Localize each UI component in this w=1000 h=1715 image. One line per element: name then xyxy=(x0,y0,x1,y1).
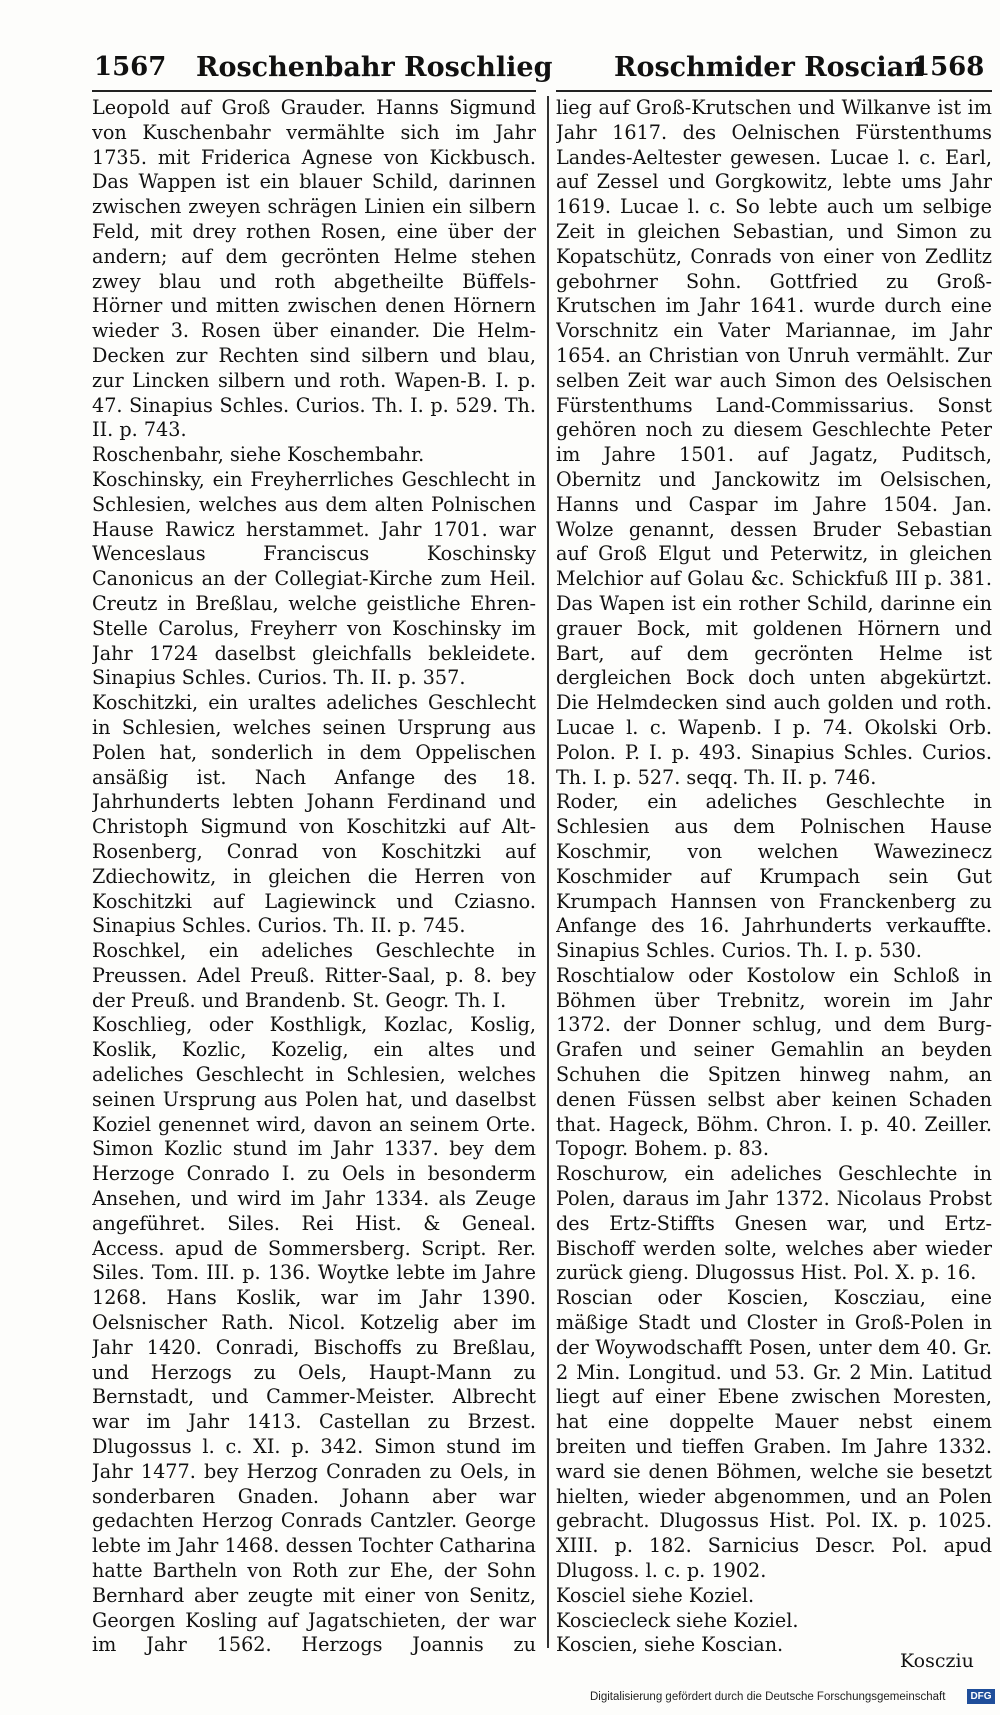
entry-paragraph: Roschenbahr, siehe Koschembahr. xyxy=(92,443,425,467)
entry-paragraph: Koschlieg, oder Kosthligk, Kozlac, Koslig, Koslik, Kozlic, Kozelig, ein altes und adeliches Geschlecht in Schlesien, welches seinen Ursprung aus Polen hat, und daselbst Koziel genennet wird, davon an seinem Orte. Simon Kozlic stund im Jahr 1337. bey dem Herzoge Conrado I. zu Oels in besonderm Ansehen, und wird im Jahr 1334. als Zeuge angeführet. Siles. Rei Hist. & Geneal. Access. apud de Sommersberg. Script. Rer. Siles. Tom. III. p. 136. Woytke lebte im Jahre 1268. Hans Koslik, war im Jahr 1390. Oelsnischer Rath. Nicol. Kotzelig aber im Jahr 1420. Conradi, Bischoffs zu Breßlau, und Herzogs zu Oels, Haupt-Mann zu Bernstadt, und Cammer-Meister. Albrecht war im Jahr 1413. Castellan zu Brzest. Dlugossus l. c. XI. p. 342. Simon stund im Jahr 1477. bey Herzog Conraden zu Oels, in sonderbaren Gnaden. Johann aber war gedachten Herzog Conrads Cantzler. George lebte im Jahr 1468. dessen Tochter Catharina hatte Bartheln von Roth zur Ehe, der Sohn Bernhard aber zeugte mit einer von Senitz, Georgen Kosling auf Jagatschieten, der war im Jahr 1562. Herzogs Joannis zu xyxy=(92,1013,536,1656)
entry-paragraph: Koschinsky, ein Freyherrliches Geschlecht in Schlesien, welches aus dem alten Polnischen Hause Rawicz herstammet. Jahr 1701. war Wenceslaus Franciscus Koschinsky Canonicus an der Collegiat-Kirche zum Heil. Creutz in Breßlau, welche geistliche Ehren-Stelle Carolus, Freyherr von Koschinsky im Jahr 1724 daselbst gleichfalls bekleidete. Sinapius Schles. Curios. Th. II. p. 357. xyxy=(92,467,536,690)
left-running-title: Roschenbahr Roschlieg xyxy=(196,52,553,83)
right-running-title: Roschmider Roscian xyxy=(614,52,924,83)
entry-paragraph: Kosciel siehe Koziel. xyxy=(556,1583,755,1607)
digitization-credit: Digitalisierung gefördert durch die Deutsche Forschungsgemeinschaft xyxy=(590,1691,946,1703)
entry-paragraph: lieg auf Groß-Krutschen und Wilkanve ist im Jahr 1617. des Oelnischen Fürstenthums Landes-Aeltester gewesen. Lucae l. c. Earl, auf Zessel und Gorgkowitz, lebte ums Jahr 1619. Lucae l. c. So lebte auch um selbige Zeit in gleichen Sebastian, und Simon zu Kopatschütz, Conrads von einer von Zedlitz gebohrner Sohn. Gottfried zu Groß-Krutschen im Jahr 1641. wurde durch eine Vorschnitz ein Vater Mariannae, im Jahr 1654. an Christian von Unruh vermählt. Zur selben Zeit war auch Simon des Oelsischen Fürstenthums Land-Commissarius. Sonst gehören noch zu diesem Geschlechte Peter im Jahre 1501. auf Jagatz, Puditsch, Obernitz und Janckowitz im Oelsischen, Hanns und Caspar im Jahre 1504. Jan. Wolze genannt, dessen Bruder Sebastian auf Groß Elgut und Peterwitz, in gleichen Melchior auf Golau &c. Schickfuß III p. 381. Das Wapen ist ein rother Schild, darinne ein grauer Bock, mit goldenen Hörnern und Bart, auf dem gecrönten Helme ist dergleichen Bock doch unten abgekürtzt. Die Helmdecken sind auch golden und roth. Lucae l. c. Wapenb. I p. 74. Okolski Orb. Polon. P. I. p. 493. Sinapius Schles. Curios. Th. I. p. 527. seqq. Th. II. p. 746. xyxy=(556,96,992,789)
header-rule-left xyxy=(92,90,536,92)
right-page-number: 1568 xyxy=(912,52,985,82)
dfg-logo: DFG xyxy=(967,1689,995,1704)
left-column xyxy=(92,96,536,1656)
entry-paragraph: Koscien, siehe Koscian. xyxy=(556,1633,784,1656)
entry-paragraph: Koschitzki, ein uraltes adeliches Geschlecht in Schlesien, welches seinen Ursprung aus Polen hat, sonderlich in dem Oppelischen ansäßig ist. Nach Anfange des 18. Jahrhunderts lebten Johann Ferdinand und Christoph Sigmund von Koschitzki auf Alt-Rosenberg, Conrad von Koschitzki auf Zdiechowitz, in gleichen die Herren von Koschitzki auf Lagiewinck und Cziasno. Sinapius Schles. Curios. Th. II. p. 745. xyxy=(92,691,536,938)
entry-paragraph: Kosciecleck siehe Koziel. xyxy=(556,1608,799,1632)
entry-paragraph: Roschkel, ein adeliches Geschlechte in Preussen. Adel Preuß. Ritter-Saal, p. 8. bey der Preuß. und Brandenb. St. Geogr. Th. I. xyxy=(92,939,536,1012)
entry-paragraph: Roder, ein adeliches Geschlechte in Schlesien aus dem Polnischen Hause Koschmir, von welchen Wawezinecz Koschmider auf Krumpach sein Gut Krumpach Hannsen von Franckenberg zu Anfange des 16. Jahrhunderts verkauffte. Sinapius Schles. Curios. Th. I. p. 530. xyxy=(556,790,992,963)
entry-paragraph: Roscian oder Koscien, Koscziau, eine mäßige Stadt und Closter in Groß-Polen in der Woywodschafft Posen, unter dem 40. Gr. 2 Min. Longitud. und 53. Gr. 2 Min. Latitud liegt auf einer Ebene zwischen Moresten, hat eine doppelte Mauer nebst einem breiten und tieffen Graben. Im Jahre 1332. ward sie denen Böhmen, welche sie besetzt hielten, wieder abgenommen, und an Polen gebracht. Dlugossus Hist. Pol. IX. p. 1025. XIII. p. 182. Sarnicius Descr. Pol. apud Dlugoss. l. c. p. 1902. xyxy=(556,1286,992,1583)
header-rule-right xyxy=(556,90,992,92)
right-column xyxy=(556,96,992,1656)
entry-paragraph: Roschtialow oder Kostolow ein Schloß in Böhmen über Trebnitz, worein im Jahr 1372. der Donner schlug, und dem Burg-Grafen und seiner Gemahlin an beyden Schuhen die Spitzen hinweg nahm, an denen Füssen selbst aber keinen Schaden that. Hageck, Böhm. Chron. I. p. 40. Zeiller. Topogr. Bohem. p. 83. xyxy=(556,963,992,1161)
column-divider xyxy=(547,96,549,1648)
catchword: Koscziu xyxy=(900,1650,974,1672)
entry-paragraph: Leopold auf Groß Grauder. Hanns Sigmund von Kuschenbahr vermählte sich im Jahr 1735. mit Friderica Agnese von Kickbusch. Das Wappen ist ein blauer Schild, darinnen zwischen zweyen schrägen Linien ein silbern Feld, mit drey rothen Rosen, eine über der andern; auf dem gecrönten Helme stehen zwey blau und roth abgetheilte Büffels-Hörner und mitten zwischen denen Hörnern wieder 3. Rosen über einander. Die Helm-Decken zur Rechten sind silbern und blau, zur Lincken silbern und roth. Wapen-B. I. p. 47. Sinapius Schles. Curios. Th. I. p. 529. Th. II. p. 743. xyxy=(92,96,536,442)
left-page-number: 1567 xyxy=(94,52,167,82)
entry-paragraph: Roschurow, ein adeliches Geschlechte in Polen, daraus im Jahr 1372. Nicolaus Probst des Ertz-Stiffts Gnesen war, und Ertz-Bischoff werden solte, welches aber wieder zurück gieng. Dlugossus Hist. Pol. X. p. 16. xyxy=(556,1162,992,1285)
